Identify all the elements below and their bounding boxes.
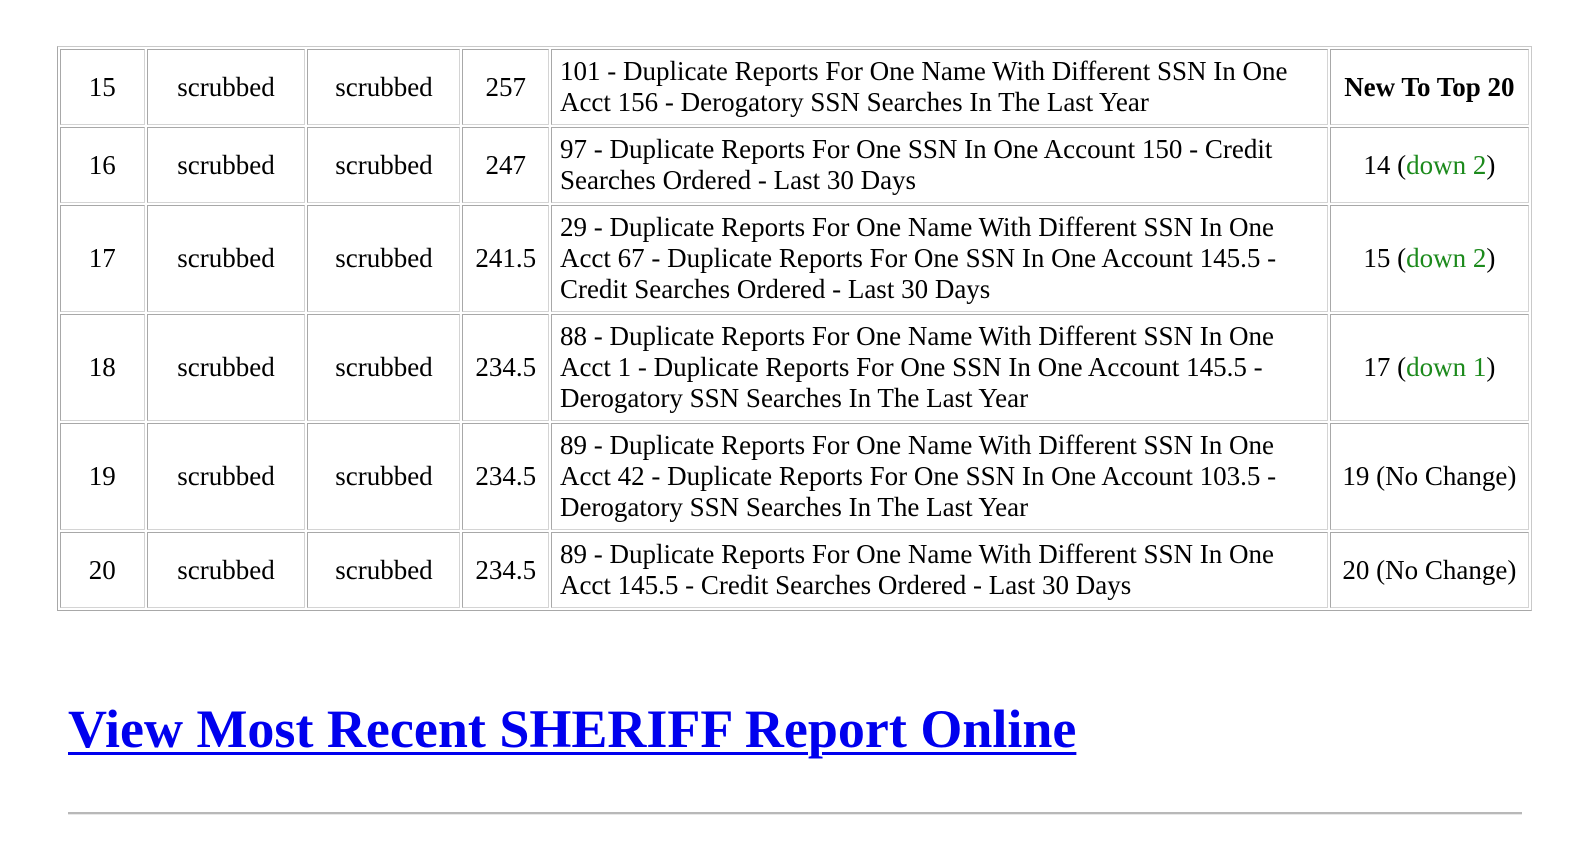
- rank-cell: 16: [60, 127, 145, 203]
- movement-indicator: down 1: [1406, 352, 1487, 382]
- top-20-table: [57, 46, 1532, 611]
- company-cell: scrubbed: [307, 205, 460, 312]
- name-cell: scrubbed: [147, 314, 306, 421]
- score-cell: 241.5: [462, 205, 549, 312]
- table-row: [60, 49, 1529, 125]
- previous-rank-cell: 19 (No Change): [1330, 423, 1529, 530]
- score-cell: 234.5: [462, 314, 549, 421]
- details-cell: 101 - Duplicate Reports For One Name With Different SSN In One Acct 156 - Derogatory SSN Searches In The Last Year: [551, 49, 1328, 125]
- rank-cell: 19: [60, 423, 145, 530]
- previous-rank-cell: [1330, 127, 1529, 203]
- previous-rank-value: 15: [1363, 243, 1391, 273]
- horizontal-divider: [68, 812, 1522, 815]
- score-cell: 247: [462, 127, 549, 203]
- details-cell: 97 - Duplicate Reports For One SSN In One Account 150 - Credit Searches Ordered - Last 30 Days: [551, 127, 1328, 203]
- previous-rank-value: 14: [1363, 149, 1391, 180]
- rank-cell: 15: [60, 49, 145, 125]
- previous-rank-cell: [1330, 205, 1529, 312]
- rank-cell: 20: [60, 532, 145, 608]
- score-cell: 257: [462, 49, 549, 125]
- table-row: [60, 532, 1529, 608]
- details-cell: 29 - Duplicate Reports For One Name With Different SSN In One Acct 67 - Duplicate Reports For One SSN In One Account 145.5 - Credit Searches Ordered - Last 30 Days: [551, 205, 1328, 312]
- name-cell: scrubbed: [147, 532, 306, 608]
- company-cell: scrubbed: [307, 423, 460, 530]
- previous-rank-value: 17: [1363, 352, 1391, 382]
- company-cell: scrubbed: [307, 314, 460, 421]
- paren-close: ): [1486, 352, 1496, 382]
- rank-cell: 17: [60, 205, 145, 312]
- previous-rank-cell: 20 (No Change): [1330, 532, 1529, 608]
- name-cell: scrubbed: [147, 205, 306, 312]
- paren-open: (: [1397, 352, 1407, 382]
- table-row: [60, 314, 1529, 421]
- view-sheriff-report-link[interactable]: View Most Recent SHERIFF Report Online: [68, 699, 1077, 759]
- paren-open: (: [1397, 243, 1407, 273]
- previous-rank-cell: New To Top 20: [1330, 49, 1529, 125]
- company-cell: scrubbed: [307, 532, 460, 608]
- previous-rank-cell: [1330, 314, 1529, 421]
- table-row: [60, 127, 1529, 203]
- company-cell: scrubbed: [307, 127, 460, 203]
- paren-open: (: [1397, 149, 1407, 180]
- details-cell: 89 - Duplicate Reports For One Name With Different SSN In One Acct 145.5 - Credit Searches Ordered - Last 30 Days: [551, 532, 1328, 608]
- movement-indicator: down 2: [1406, 243, 1487, 273]
- rank-cell: 18: [60, 314, 145, 421]
- score-cell: 234.5: [462, 532, 549, 608]
- company-cell: scrubbed: [307, 49, 460, 125]
- details-cell: 89 - Duplicate Reports For One Name With Different SSN In One Acct 42 - Duplicate Reports For One SSN In One Account 103.5 - Derogatory SSN Searches In The Last Year: [551, 423, 1328, 530]
- name-cell: scrubbed: [147, 49, 306, 125]
- table-row: [60, 423, 1529, 530]
- table-row: [60, 205, 1529, 312]
- paren-close: ): [1486, 243, 1496, 273]
- movement-indicator: down 2: [1406, 149, 1487, 180]
- score-cell: 234.5: [462, 423, 549, 530]
- details-cell: 88 - Duplicate Reports For One Name With Different SSN In One Acct 1 - Duplicate Reports For One SSN In One Account 145.5 - Derogatory SSN Searches In The Last Year: [551, 314, 1328, 421]
- name-cell: scrubbed: [147, 127, 306, 203]
- paren-close: ): [1486, 149, 1496, 180]
- name-cell: scrubbed: [147, 423, 306, 530]
